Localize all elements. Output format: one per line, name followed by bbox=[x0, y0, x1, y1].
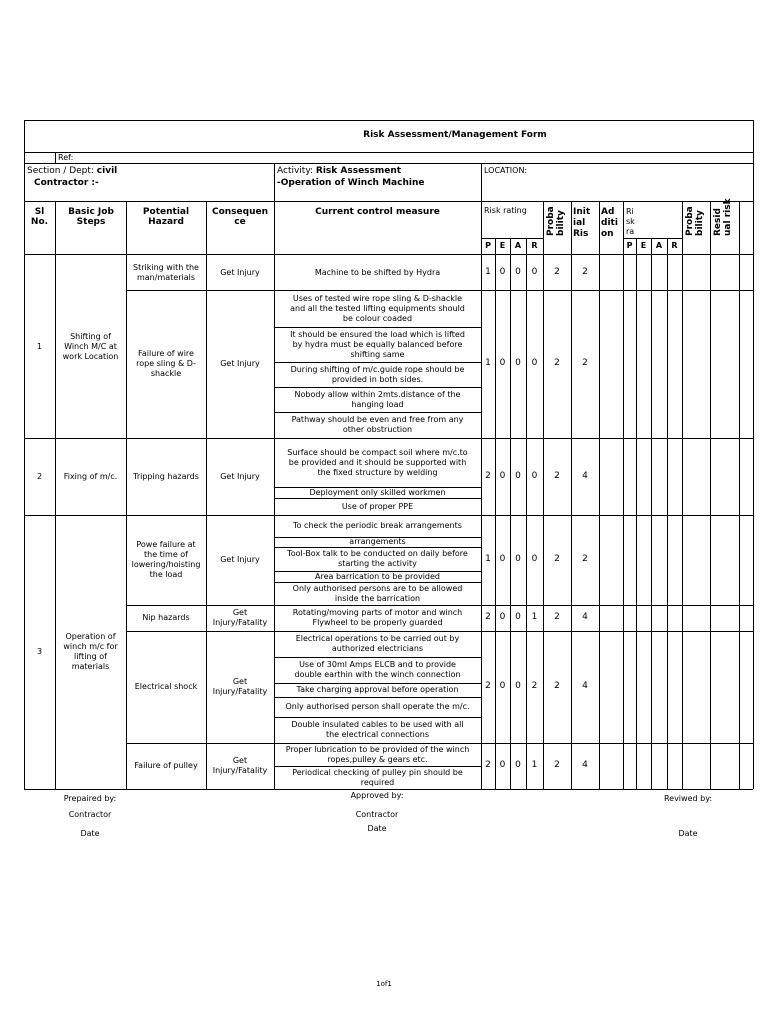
step-number bbox=[24, 472, 55, 482]
grid-line-v bbox=[636, 238, 637, 789]
control-measure-line: Use of 30ml Amps ELCB and to provide bbox=[299, 660, 456, 669]
basic-job-step bbox=[55, 632, 126, 672]
col-probability: Proba bility bbox=[546, 206, 566, 236]
pear-value: 0 bbox=[531, 266, 538, 277]
grid-line-v bbox=[24, 120, 25, 789]
control-measure bbox=[274, 685, 481, 695]
basic-job-step-line: Winch M/C at bbox=[64, 341, 117, 351]
grid-line-h bbox=[24, 163, 753, 164]
pear-value: 0 bbox=[531, 554, 538, 564]
grid-line-h bbox=[24, 438, 126, 439]
location-label: LOCATION: bbox=[484, 166, 528, 175]
initial-risk-value: 4 bbox=[582, 681, 588, 691]
potential-hazard-line: Electrical shock bbox=[134, 682, 198, 691]
potential-hazard bbox=[126, 761, 206, 771]
potential-hazard bbox=[126, 613, 206, 623]
basic-job-step-line: Fixing of m/c. bbox=[63, 471, 118, 481]
control-measure bbox=[274, 448, 481, 478]
control-measure-line: authorized electricians bbox=[331, 644, 424, 653]
step-number-line: 3 bbox=[36, 647, 43, 656]
approved-contractor: Contractor bbox=[355, 810, 399, 819]
pear-value: 0 bbox=[515, 470, 521, 481]
activity-value: Risk Assessment bbox=[315, 166, 402, 176]
control-measure bbox=[274, 390, 481, 410]
pear-value: 0 bbox=[499, 358, 506, 368]
control-measure-line: arrangements bbox=[349, 537, 406, 546]
grid-line-h bbox=[24, 254, 753, 255]
col-probability-2: Proba bility bbox=[685, 206, 705, 236]
grid-line-h bbox=[126, 515, 753, 516]
potential-hazard bbox=[126, 349, 206, 379]
page-number: 1of1 bbox=[376, 980, 392, 988]
col-risk-rating-2: Ri sk ra bbox=[626, 207, 635, 236]
consequence bbox=[206, 756, 274, 776]
grid-line-h bbox=[126, 290, 753, 291]
pear-value: 0 bbox=[515, 358, 521, 368]
consequence bbox=[206, 608, 274, 628]
grid-line-h bbox=[24, 201, 753, 202]
initial-risk-value: 4 bbox=[582, 612, 588, 622]
grid-line-v bbox=[651, 238, 652, 789]
control-measure bbox=[274, 330, 481, 360]
probability-value: 2 bbox=[554, 266, 560, 277]
col-addition: Ad diti on bbox=[601, 207, 618, 239]
probability-value: 2 bbox=[554, 612, 560, 622]
grid-line-h bbox=[24, 515, 126, 516]
control-measure bbox=[274, 294, 481, 324]
grid-line-h bbox=[274, 387, 481, 388]
grid-line-v bbox=[753, 120, 754, 789]
grid-line-h bbox=[274, 327, 481, 328]
grid-line-h bbox=[274, 582, 481, 583]
potential-hazard bbox=[126, 682, 206, 692]
grid-line-h bbox=[126, 789, 753, 790]
grid-line-h bbox=[274, 766, 481, 767]
potential-hazard bbox=[126, 472, 206, 482]
consequence-line: Get Injury bbox=[220, 471, 260, 481]
control-measure-line: Pathway should be even and free from any bbox=[291, 415, 464, 424]
grid-line-h bbox=[126, 605, 753, 606]
control-measure bbox=[274, 702, 481, 712]
control-measure-line: inside the barrication bbox=[334, 593, 421, 603]
control-measure bbox=[274, 488, 481, 498]
grid-line-v bbox=[526, 238, 527, 789]
basic-job-step-line: Shifting of bbox=[70, 331, 111, 341]
approved-date: Date bbox=[367, 824, 387, 833]
prepared-contractor: Contractor bbox=[68, 810, 112, 819]
grid-line-h bbox=[24, 120, 753, 121]
consequence-line: Get Injury bbox=[220, 555, 260, 564]
col-potential-hazard: Potential Hazard bbox=[142, 207, 190, 227]
pear2-header-p: P bbox=[626, 241, 633, 250]
pear-value: 0 bbox=[531, 358, 538, 368]
col-initial-risk: Init ial Ris bbox=[573, 207, 591, 239]
control-measure-line: provided in both sides. bbox=[331, 374, 424, 384]
control-measure bbox=[274, 584, 481, 604]
consequence bbox=[206, 472, 274, 482]
control-measure bbox=[274, 768, 481, 788]
basic-job-step-line: Operation of bbox=[65, 632, 116, 641]
control-measure-line: Uses of tested wire rope sling & D-shackle bbox=[292, 293, 463, 303]
pear-value: 0 bbox=[515, 612, 521, 622]
potential-hazard-line: lowering/hoisting bbox=[131, 560, 201, 569]
pear2-header-r: R bbox=[671, 241, 678, 250]
control-measure bbox=[274, 745, 481, 765]
grid-line-v bbox=[274, 163, 275, 201]
potential-hazard-line: the load bbox=[149, 570, 183, 579]
basic-job-step-line: work Location bbox=[62, 351, 119, 361]
pear-value: 1 bbox=[485, 554, 491, 564]
step-number-line: 2 bbox=[36, 471, 43, 481]
control-measure-line: Nobody allow within 2mts.distance of the bbox=[294, 389, 461, 399]
control-measure-line: the fixed structure by welding bbox=[317, 467, 438, 477]
consequence-line: Injury/Fatality bbox=[212, 766, 268, 775]
contractor-label: Contractor :- bbox=[34, 178, 99, 188]
pear-value: 0 bbox=[515, 266, 521, 277]
col-sl-no: Sl No. bbox=[30, 207, 49, 227]
control-measure-line: Surface should be compact soil where m/c.to bbox=[287, 447, 468, 457]
potential-hazard-line: Striking with the bbox=[133, 262, 199, 272]
control-measure-line: Deployment only skilled workmen bbox=[309, 487, 446, 497]
initial-risk-value: 4 bbox=[582, 470, 588, 481]
consequence-line: Get Injury bbox=[220, 267, 260, 277]
grid-line-h bbox=[274, 362, 481, 363]
control-measure-line: Area barrication to be provided bbox=[315, 571, 440, 581]
grid-line-h bbox=[274, 498, 481, 499]
control-measure bbox=[274, 634, 481, 654]
control-measure-line: Take charging approval before operation bbox=[296, 685, 459, 694]
col-risk-rating: Risk rating bbox=[484, 206, 527, 215]
activity bbox=[277, 166, 401, 176]
control-measure bbox=[274, 502, 481, 512]
control-measure bbox=[274, 415, 481, 435]
control-measure-line: Only authorised person shall operate the m/c. bbox=[285, 702, 470, 711]
control-measure-line: the electrical connections bbox=[325, 730, 430, 739]
control-measure-line: Flywheel to be properly guarded bbox=[312, 618, 443, 627]
control-measure-line: Rotating/moving parts of motor and winch bbox=[292, 608, 463, 617]
pear-header-p: P bbox=[485, 241, 491, 250]
probability-value: 2 bbox=[554, 760, 560, 770]
probability-value: 2 bbox=[554, 681, 560, 691]
potential-hazard-line: Nip hazards bbox=[142, 613, 190, 622]
pear-value: 0 bbox=[515, 554, 521, 564]
potential-hazard bbox=[126, 263, 206, 283]
control-measure-line: starting the activity bbox=[338, 559, 417, 568]
reviewed-by-label: Reviwed by: bbox=[663, 794, 713, 803]
control-measure-line: It should be ensured the load which is lifted bbox=[290, 329, 465, 339]
control-measure-line: ropes,pulley & gears etc. bbox=[327, 754, 428, 764]
prepared-date: Date bbox=[80, 829, 100, 838]
section-dept bbox=[27, 166, 117, 176]
control-measure-line: by hydra must be equally balanced before bbox=[292, 339, 463, 349]
col-consequence: Consequen ce bbox=[211, 207, 269, 227]
basic-job-step-line: materials bbox=[71, 662, 110, 671]
grid-line-h bbox=[274, 547, 481, 548]
control-measure-line: Electrical operations to be carried out by bbox=[295, 634, 460, 643]
control-measure bbox=[274, 720, 481, 740]
control-measure-line: Only authorised persons are to be allowed bbox=[292, 583, 463, 593]
control-measure bbox=[274, 537, 481, 547]
pear-value: 2 bbox=[485, 612, 491, 622]
pear-value: 2 bbox=[485, 681, 491, 691]
pear-value: 1 bbox=[531, 760, 538, 770]
initial-risk-value: 4 bbox=[582, 760, 588, 770]
potential-hazard-line: Tripping hazards bbox=[133, 471, 199, 481]
consequence bbox=[206, 555, 274, 565]
pear-header-e: E bbox=[499, 241, 506, 250]
pear-value: 2 bbox=[485, 760, 491, 770]
pear-value: 2 bbox=[531, 681, 538, 691]
grid-line-v bbox=[481, 163, 482, 201]
ref-label: Ref: bbox=[58, 153, 74, 162]
potential-hazard bbox=[126, 540, 206, 580]
control-measure bbox=[274, 365, 481, 385]
pear-value: 1 bbox=[485, 266, 491, 277]
potential-hazard-line: man/materials bbox=[136, 272, 196, 282]
pear-value: 1 bbox=[531, 612, 538, 622]
section-label: Section / Dept: bbox=[27, 166, 97, 176]
consequence bbox=[206, 359, 274, 369]
potential-hazard-line: Failure of pulley bbox=[134, 761, 198, 770]
consequence-line: Get bbox=[232, 608, 248, 617]
potential-hazard-line: the time of bbox=[144, 550, 188, 559]
control-measure-line: and all the tested lifting equipments should bbox=[290, 303, 465, 313]
grid-line-h bbox=[274, 683, 481, 684]
grid-line-h bbox=[481, 238, 543, 239]
grid-line-h bbox=[274, 412, 481, 413]
grid-line-v bbox=[667, 238, 668, 789]
pear-value: 1 bbox=[485, 358, 491, 368]
initial-risk-value: 2 bbox=[582, 554, 588, 564]
potential-hazard-line: Failure of wire bbox=[138, 349, 194, 358]
potential-hazard-line: shackle bbox=[150, 369, 182, 378]
basic-job-step bbox=[55, 472, 126, 482]
control-measure bbox=[274, 660, 481, 680]
control-measure-line: Machine to be shifted by Hydra bbox=[314, 267, 441, 277]
grid-line-v bbox=[55, 152, 56, 163]
approved-by-label: Approved by: bbox=[350, 791, 404, 800]
control-measure-line: During shifting of m/c.guide rope should be bbox=[290, 364, 465, 374]
control-measure bbox=[274, 521, 481, 531]
control-measure bbox=[274, 268, 481, 278]
grid-line-h bbox=[274, 697, 481, 698]
grid-line-v bbox=[55, 201, 56, 789]
grid-line-h bbox=[24, 152, 753, 153]
grid-line-h bbox=[274, 717, 481, 718]
prepared-by-label: Prepaired by: bbox=[63, 794, 117, 803]
control-measure-line: Tool-Box talk to be conducted on daily before bbox=[287, 549, 468, 558]
pear2-header-e: E bbox=[640, 241, 647, 250]
grid-line-h bbox=[126, 743, 753, 744]
pear-value: 0 bbox=[499, 760, 506, 770]
basic-job-step-line: winch m/c for bbox=[63, 642, 118, 651]
grid-line-h bbox=[274, 537, 481, 538]
form-title: Risk Assessment/Management Form bbox=[363, 130, 547, 140]
control-measure bbox=[274, 572, 481, 582]
control-measure-line: Double insulated cables to be used with all bbox=[291, 720, 464, 729]
control-measure-line: required bbox=[360, 777, 395, 787]
potential-hazard-line: rope sling & D- bbox=[136, 359, 196, 368]
consequence-line: Get Injury bbox=[220, 359, 260, 368]
pear-header-r: R bbox=[531, 241, 538, 250]
probability-value: 2 bbox=[554, 470, 560, 481]
pear-value: 0 bbox=[515, 760, 521, 770]
step-number bbox=[24, 342, 55, 352]
control-measure-line: other obstruction bbox=[342, 425, 413, 434]
grid-line-h bbox=[126, 631, 753, 632]
control-measure bbox=[274, 549, 481, 569]
grid-line-h bbox=[623, 238, 682, 239]
activity-label: Activity: bbox=[277, 166, 316, 176]
control-measure bbox=[274, 608, 481, 628]
control-measure-line: be provided and it should be supported with bbox=[288, 457, 467, 467]
grid-line-h bbox=[24, 789, 126, 790]
grid-line-h bbox=[274, 571, 481, 572]
grid-line-h bbox=[126, 438, 753, 439]
pear2-header-a: A bbox=[655, 241, 663, 250]
consequence-line: Injury/Fatality bbox=[212, 687, 268, 696]
pear-value: 0 bbox=[499, 470, 506, 481]
col-residual-risk: Resid ual risk bbox=[713, 198, 733, 236]
initial-risk-value: 2 bbox=[582, 358, 588, 368]
pear-value: 0 bbox=[499, 554, 506, 564]
control-measure-line: be colour coaded bbox=[342, 313, 413, 323]
consequence bbox=[206, 268, 274, 278]
consequence-line: Get bbox=[232, 677, 248, 686]
control-measure-line: hanging load bbox=[351, 399, 404, 409]
pear-value: 0 bbox=[499, 681, 506, 691]
pear-value: 0 bbox=[515, 681, 521, 691]
control-measure-line: shifting same bbox=[350, 349, 405, 359]
section-value: civil bbox=[96, 166, 118, 176]
step-number-line: 1 bbox=[36, 341, 43, 351]
consequence bbox=[206, 677, 274, 697]
step-number bbox=[24, 647, 55, 657]
pear-value: 0 bbox=[499, 612, 506, 622]
control-measure-line: Proper lubrication to be provided of the winch bbox=[285, 744, 470, 754]
basic-job-step bbox=[55, 332, 126, 362]
activity-line-2: -Operation of Winch Machine bbox=[277, 178, 425, 188]
control-measure-line: Use of proper PPE bbox=[341, 501, 414, 511]
grid-line-h bbox=[274, 657, 481, 658]
control-measure-line: To check the periodic break arrangements bbox=[293, 521, 462, 530]
control-measure-line: Periodical checking of pulley pin should be bbox=[292, 767, 463, 777]
pear-value: 2 bbox=[485, 470, 491, 481]
probability-value: 2 bbox=[554, 554, 560, 564]
control-measure-line: double earthin with the winch connection bbox=[294, 670, 461, 679]
probability-value: 2 bbox=[554, 358, 560, 368]
reviewed-date: Date bbox=[678, 829, 698, 838]
grid-line-v bbox=[510, 238, 511, 789]
potential-hazard-line: Powe failure at bbox=[136, 540, 196, 549]
col-control-measure: Current control measure bbox=[315, 207, 440, 217]
basic-job-step-line: lifting of bbox=[74, 652, 107, 661]
grid-line-h bbox=[274, 487, 481, 488]
consequence-line: Injury/Fatality bbox=[212, 618, 268, 627]
consequence-line: Get bbox=[232, 756, 248, 765]
col-basic-job-steps: Basic Job Steps bbox=[68, 207, 114, 227]
pear-value: 0 bbox=[499, 266, 506, 277]
grid-line-v bbox=[495, 238, 496, 789]
pear-value: 0 bbox=[531, 470, 538, 481]
pear-header-a: A bbox=[514, 241, 522, 250]
initial-risk-value: 2 bbox=[582, 266, 588, 277]
